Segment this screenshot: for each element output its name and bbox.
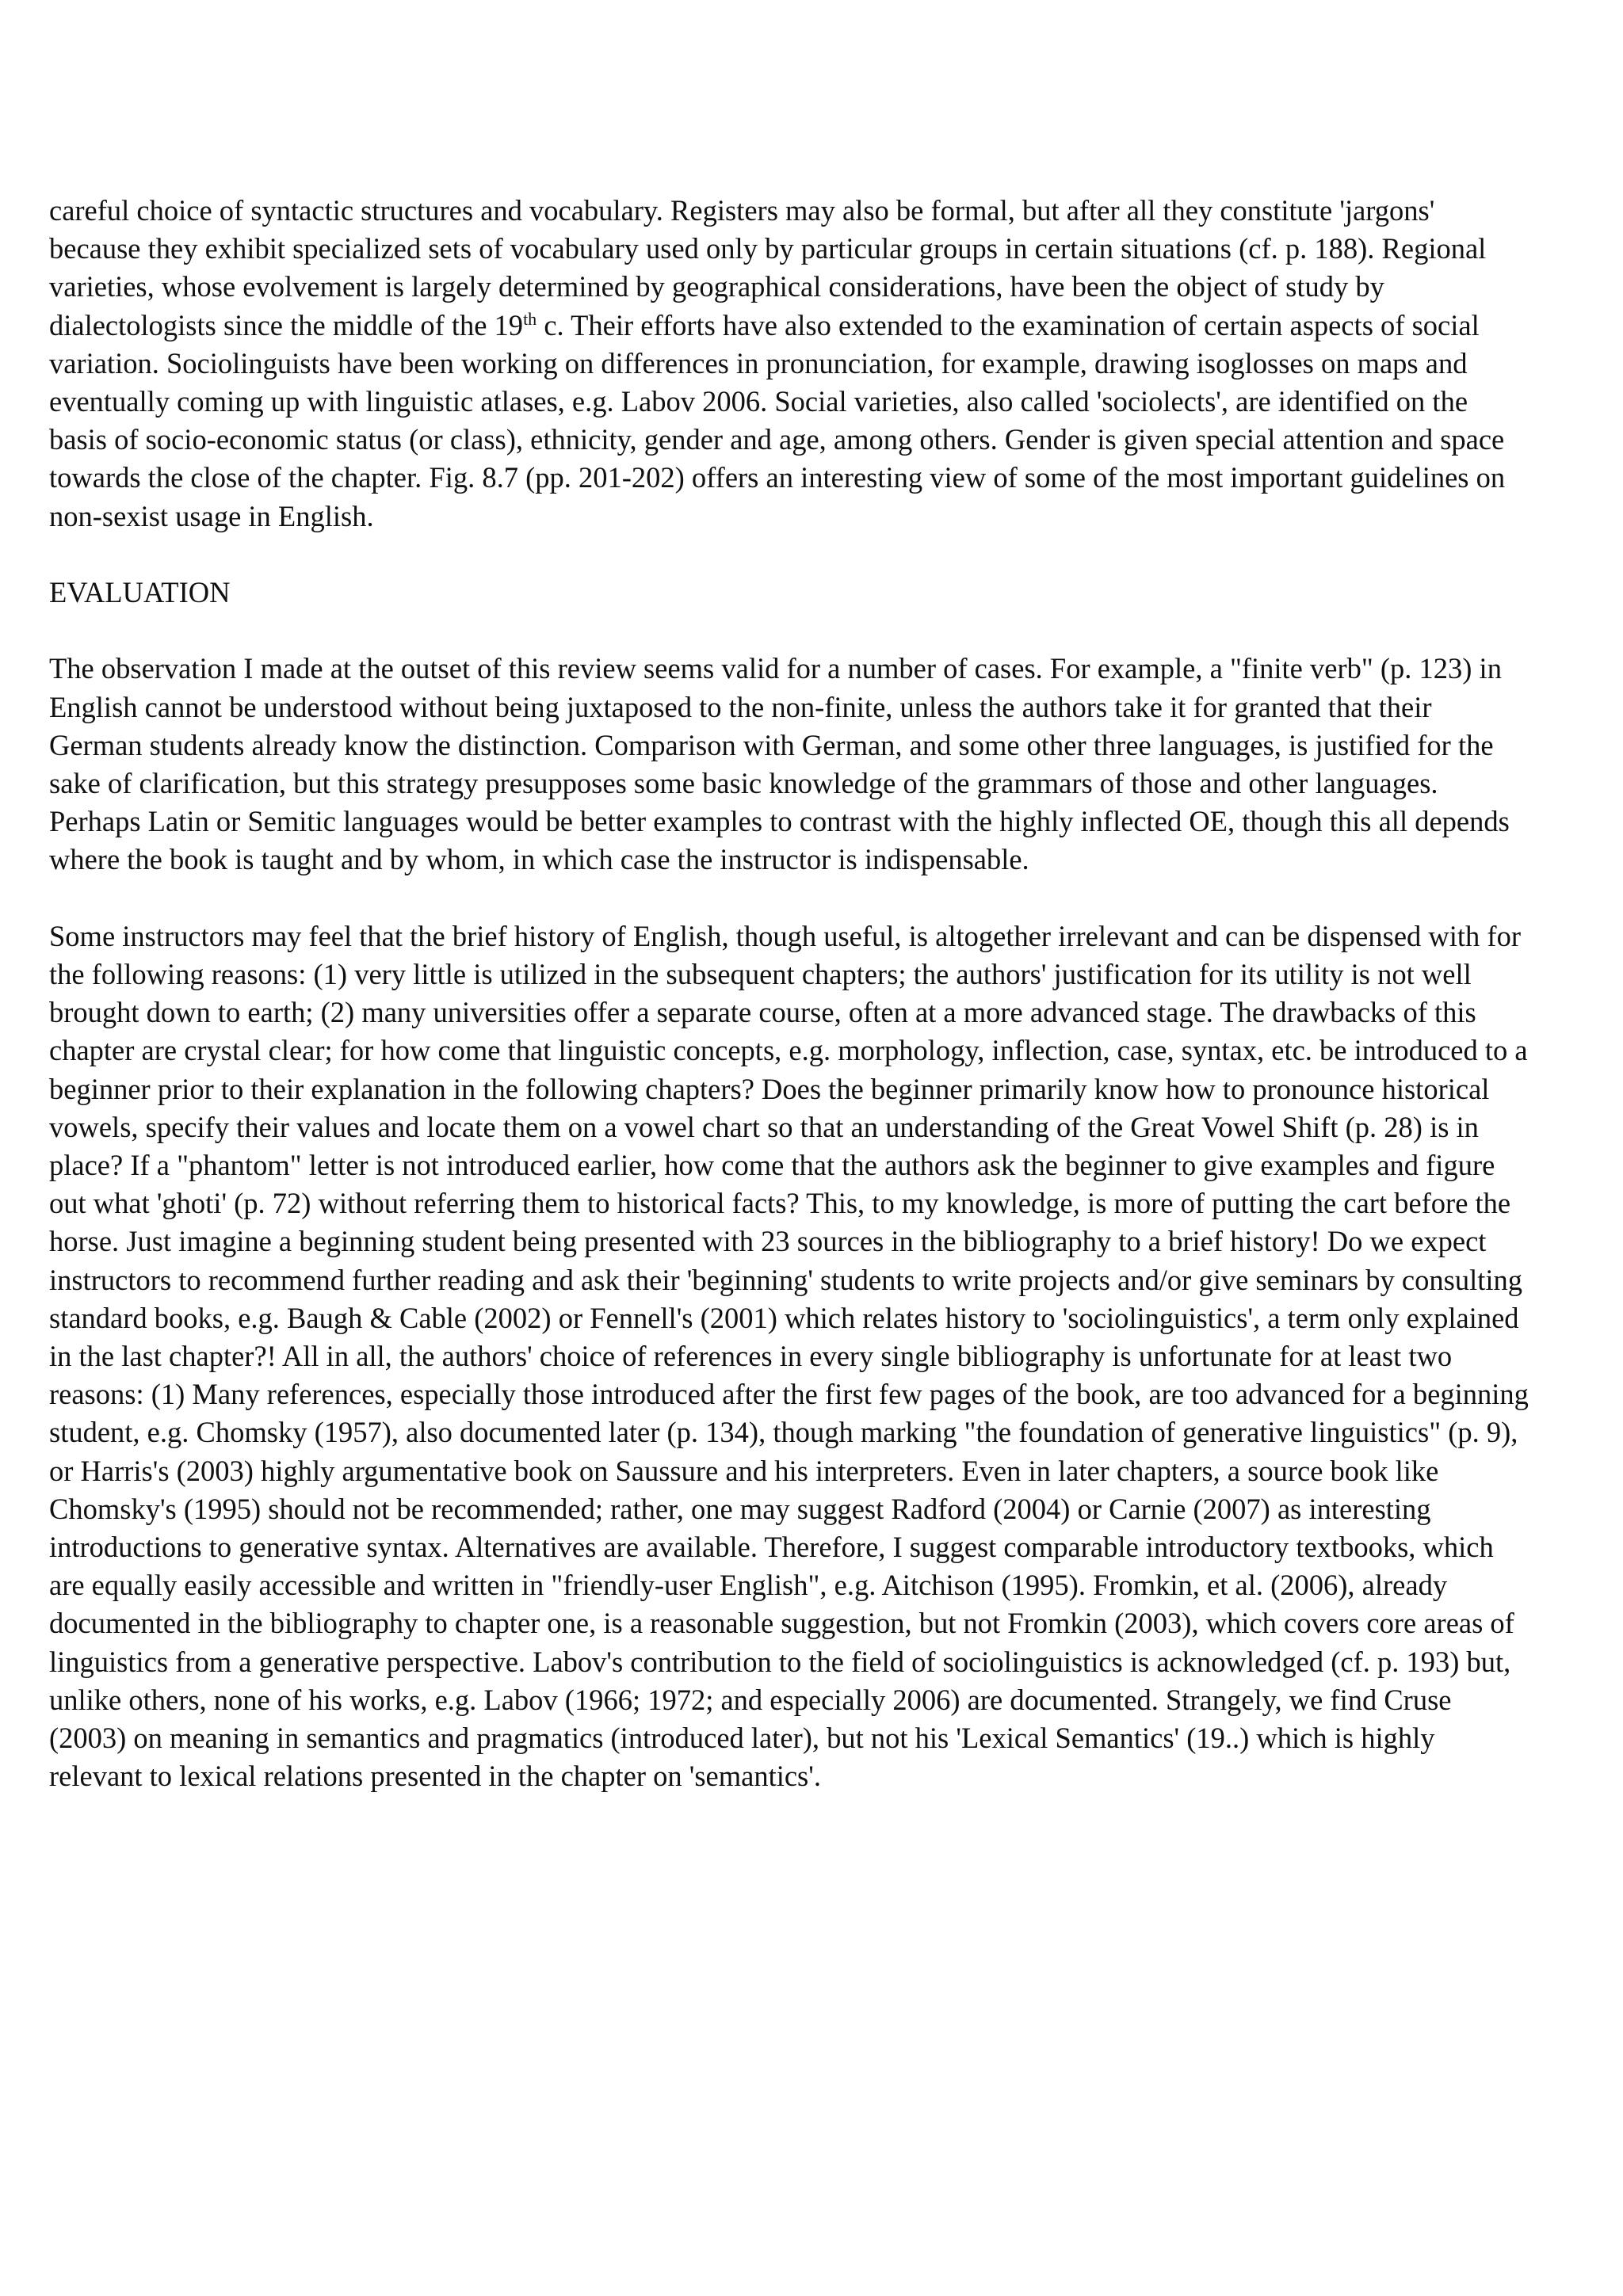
paragraph-observation: The observation I made at the outset of this review seems valid for a number of cases. For example, a "finite verb" (p. 123) in English cannot be understood without being juxtaposed to the non-finite, unless the authors take it for granted that their German students already know the distinction. Comparison with German, and some other three languages, is justified for the sake of clarification, but this strategy presupposes some basic knowledge of the grammars of those and other languages. Perhaps Latin or Semitic languages would be better examples to contrast with the highly inflected OE, though this all depends where the book is taught and by whom, in which case the instructor is indispensable.: [49, 652, 1510, 876]
paragraph-text: careful choice of syntactic structures and vocabulary. Registers may also be formal, but after all they constitute 'jargons' because they exhibit specialized sets of vocabulary used only by particular groups in certain situations (cf. p. 188). Regional varieties, whose evolvement is largely determined by geographical considerations, have been the object of study by dialectologists since the middle of the 19: [49, 194, 1487, 341]
superscript-ordinal: th: [523, 308, 537, 329]
paragraph-text-continued: c. Their efforts have also extended to the examination of certain aspects of social variation. Sociolinguists have been working on differences in pronunciation, for example, drawing isoglosses on maps and eventually coming up with linguistic atlases, e.g. Labov 2006. Social varieties, also called 'sociolects', are identified on the basis of socio-economic status (or class), ethnicity, gender and age, among others. Gender is given special attention and space towards the close of the chapter. Fig. 8.7 (pp. 201-202) offers an interesting view of some of the most important guidelines on non-sexist usage in English.: [49, 308, 1506, 532]
paragraph-instructors: Some instructors may feel that the brief history of English, though useful, is altogether irrelevant and can be dispensed with for the following reasons: (1) very little is utilized in the subsequent chapters; the authors' justification for its utility is not well brought down to earth; (2) many universities offer a separate course, often at a more advanced stage. The drawbacks of this chapter are crystal clear; for how come that linguistic concepts, e.g. morphology, inflection, case, syntax, etc. be introduced to a beginner prior to their explanation in the following chapters? Does the beginner primarily know how to pronounce historical vowels, specify their values and locate them on a vowel chart so that an understanding of the Great Vowel Shift (p. 28) is in place? If a "phantom" letter is not introduced earlier, how come that the authors ask the beginner to give examples and figure out what 'ghoti' (p. 72) without referring them to historical facts? This, to my knowledge, is more of putting the cart before the horse. Just imagine a beginning student being presented with 23 sources in the bibliography to a brief history! Do we expect instructors to recommend further reading and ask their 'beginning' students to write projects and/or give seminars by consulting standard books, e.g. Baugh & Cable (2002) or Fennell's (2001) which relates history to 'sociolinguistics', a term only explained in the last chapter?! All in all, the authors' choice of references in every single bibliography is unfortunate for at least two reasons: (1) Many references, especially those introduced after the first few pages of the book, are too advanced for a beginning student, e.g. Chomsky (1957), also documented later (p. 134), though marking "the foundation of generative linguistics" (p. 9), or Harris's (2003) highly argumentative book on Saussure and his interpreters. Even in later chapters, a source book like Chomsky's (1995) should not be recommended; rather, one may suggest Radford (2004) or Carnie (2007) as interesting introductions to generative syntax. Alternatives are available. Therefore, I suggest comparable introductory textbooks, which are equally easily accessible and written in "friendly-user English", e.g. Aitchison (1995). Fromkin, et al. (2006), already documented in the bibliography to chapter one, is a reasonable suggestion, but not Fromkin (2003), which covers core areas of linguistics from a generative perspective. Labov's contribution to the field of sociolinguistics is acknowledged (cf. p. 193) but, unlike others, none of his works, e.g. Labov (1966; 1972; and especially 2006) are documented. Strangely, we find Cruse (2003) on meaning in semantics and pragmatics (introduced later), but not his 'Lexical Semantics' (19..) which is highly relevant to lexical relations presented in the chapter on 'semantics'.: [49, 919, 1529, 1793]
section-heading-evaluation: EVALUATION: [49, 576, 231, 609]
paragraph-registers-varieties: [49, 192, 1529, 536]
document-page: [49, 192, 1529, 1834]
